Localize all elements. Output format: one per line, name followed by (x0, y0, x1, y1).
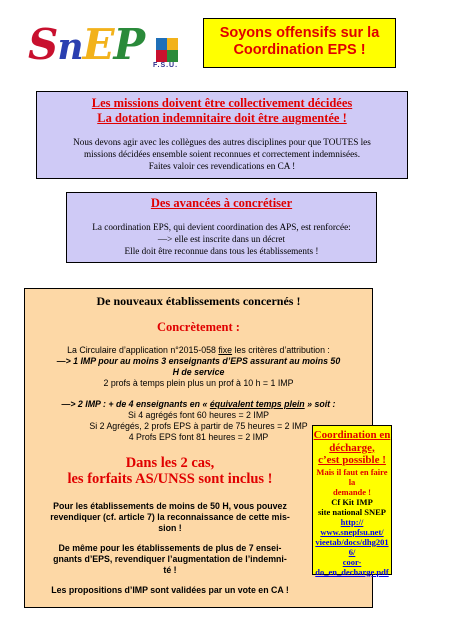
imp2-text-a: —> 2 IMP : + de 4 enseignants en « (61, 399, 210, 409)
circulaire-line (25, 345, 372, 356)
etablissements-title: De nouveaux établissements concernés ! (96, 294, 301, 308)
decharge-title-1: Coordination en (313, 429, 391, 441)
moins-50h-line-2: revendiquer (cf. article 7) la reconnaissance de cette mis- (50, 512, 290, 522)
circulaire-text-a: La Circulaire d’application n°2015-058 (67, 345, 219, 355)
missions-line-3: Faites valoir ces revendications en CA ! (148, 161, 296, 171)
vote-ca-line: Les propositions d’IMP sont validées par un vote en CA ! (51, 585, 289, 595)
headline-box (203, 18, 396, 68)
plus-7-line-1: De même pour les établissements de plus de 7 ensei- (58, 543, 282, 553)
logo-letter-n: n (57, 26, 83, 68)
plus-7-line-2: gnants d’EPS, revendiquer l’augmentation de l’indemni- (53, 554, 287, 564)
moins-50h-line-3: sion ! (158, 523, 182, 533)
imp2-example-1: Si 4 agrégés font 60 heures = 2 IMP (127, 410, 270, 420)
avancees-line-2: —> elle est inscrite dans un décret (157, 234, 286, 244)
decharge-pdf-link[interactable] (313, 517, 391, 577)
decharge-demande-2: demande ! (332, 486, 371, 497)
snep-logo (28, 18, 188, 78)
logo-wordmark (28, 20, 144, 69)
link-part-3[interactable]: vieetab/docs/dhg2016/ (315, 536, 389, 557)
link-part-1[interactable]: http:// (340, 516, 364, 527)
logo-letter-p: P (113, 20, 145, 69)
circulaire-text-c: les critères d’attribution : (232, 345, 330, 355)
logo-letter-s: S (28, 20, 58, 69)
forfaits-line-1: Dans les 2 cas, (125, 455, 215, 471)
avancees-box (66, 192, 377, 263)
concretement-title: Concrètement : (157, 320, 240, 334)
site-snep-label: site national SNEP (317, 506, 386, 517)
circulaire-text-fixe: fixe (218, 345, 233, 355)
imp2-text-etp: équivalent temps plein (209, 399, 305, 409)
missions-line-2: missions décidées ensemble soient reconnues et correctement indemnisées. (83, 149, 361, 159)
logo-flag-icon (156, 38, 178, 62)
imp2-example-2: Si 2 Agrégés, 2 profs EPS à partir de 75 heures = 2 IMP (89, 421, 308, 431)
decharge-title-3: c’est possible ! (318, 454, 386, 466)
imp2-text-c: » soit : (304, 399, 336, 409)
forfaits-line-2: les forfaits AS/UNSS sont inclus ! (67, 471, 273, 487)
avancees-title: Des avancées à concrétiser (150, 196, 293, 210)
plus-7-line-3: té ! (163, 565, 177, 575)
decharge-demande-1: Mais il faut en faire la (316, 466, 388, 487)
imp2-line (25, 399, 372, 410)
headline-line-1: Soyons offensifs sur la (219, 25, 380, 41)
logo-fsu-label: F.S.U. (153, 62, 179, 69)
missions-line-1: Nous devons agir avec les collègues des autres disciplines pour que TOUTES les (73, 137, 371, 147)
imp1-line-1: —> 1 IMP pour au moins 3 enseignants d’EPS assurant au moins 50 (56, 356, 341, 366)
missions-title-2: La dotation indemnitaire doit être augmentée ! (97, 111, 347, 125)
moins-50h-line-1: Pour les établissements de moins de 50 H, vous pouvez (53, 501, 287, 511)
link-part-5[interactable]: do_en_decharge.pdf (315, 566, 389, 577)
decharge-title-2: décharge, (329, 441, 375, 454)
avancees-line-3: Elle doit être reconnue dans tous les établissements ! (124, 246, 319, 256)
decharge-box (312, 425, 392, 575)
imp1-line-2: H de service (172, 367, 225, 377)
headline-line-2: Coordination EPS ! (233, 42, 366, 58)
imp1-example: 2 profs à temps plein plus un prof à 10 h = 1 IMP (103, 378, 294, 388)
missions-title-1: Les missions doivent être collectivement décidées (91, 96, 353, 110)
logo-letter-e: E (82, 20, 114, 69)
kit-imp-label: Cf Kit IMP (331, 496, 373, 507)
link-part-2[interactable]: www.snepfsu.net/ (320, 526, 384, 537)
link-part-4[interactable]: coor- (342, 556, 362, 567)
avancees-line-1: La coordination EPS, qui devient coordination des APS, est renforcée: (92, 222, 351, 232)
missions-box (36, 91, 408, 179)
imp2-example-3: 4 Profs EPS font 81 heures = 2 IMP (128, 432, 269, 442)
